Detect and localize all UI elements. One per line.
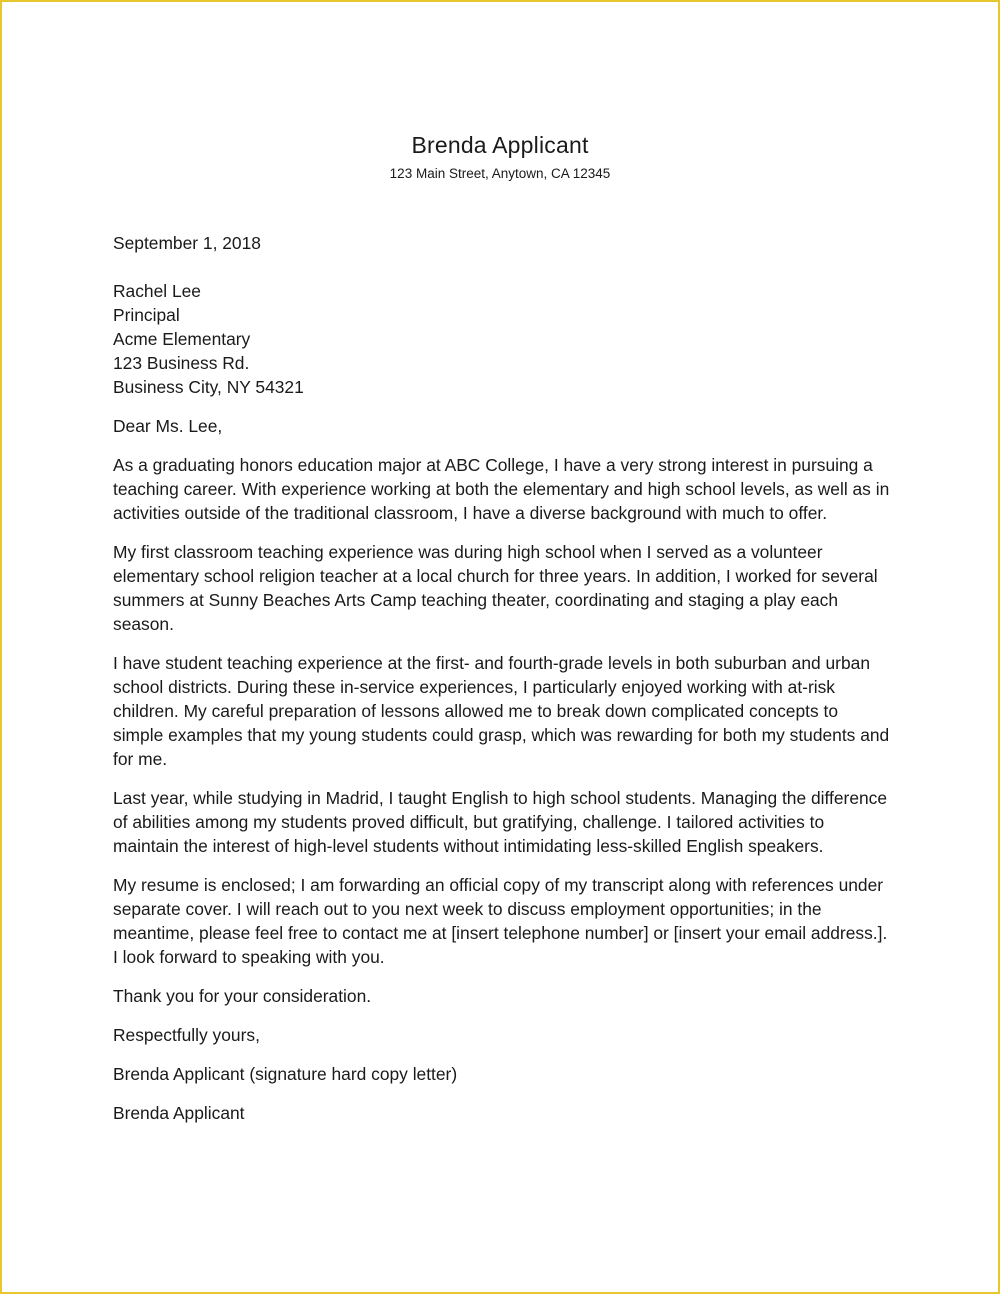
sender-name: Brenda Applicant [411, 132, 589, 158]
recipient-block [113, 279, 893, 399]
paragraph-intro: As a graduating honors education major at ABC College, I have a very strong interest in pursuing a teaching career. With experience working at both the elementary and high school levels, as well as in activities outside of the traditional classroom, I have a diverse background with much to offer. [113, 455, 890, 523]
recipient-name: Rachel Lee [113, 281, 201, 301]
thanks-line: Thank you for your consideration. [113, 986, 372, 1006]
recipient-street: 123 Business Rd. [113, 353, 250, 373]
letter-date: September 1, 2018 [113, 233, 261, 253]
recipient-organization: Acme Elementary [113, 329, 251, 349]
letter-body [113, 231, 893, 1140]
closing-line: Respectfully yours, [113, 1025, 260, 1045]
sender-address: 123 Main Street, Anytown, CA 12345 [389, 166, 611, 181]
paragraph-resume: My resume is enclosed; I am forwarding an official copy of my transcript along with references under separate cover. I will reach out to you next week to discuss employment opportunities; in the meantime, please feel free to contact me at [insert telephone number] or [insert your email address.]. I look forward to speaking with you. [113, 875, 888, 967]
signature-note: Brenda Applicant (signature hard copy letter) [113, 1064, 458, 1084]
recipient-city: Business City, NY 54321 [113, 377, 304, 397]
signature-name: Brenda Applicant [113, 1103, 245, 1123]
recipient-title: Principal [113, 305, 180, 325]
paragraph-madrid: Last year, while studying in Madrid, I taught English to high school students. Managing the difference of abilities among my students proved difficult, but gratifying, challenge. I tailored activities to maintain the interest of high-level students without intimidating less-skilled English speakers. [113, 788, 888, 856]
paragraph-first-experience: My first classroom teaching experience was during high school when I served as a volunteer elementary school religion teacher at a local church for three years. In addition, I worked for several summers at Sunny Beaches Arts Camp teaching theater, coordinating and staging a play each season. [113, 542, 878, 634]
salutation: Dear Ms. Lee, [113, 416, 223, 436]
paragraph-student-teaching: I have student teaching experience at the first- and fourth-grade levels in both suburban and urban school districts. During these in-service experiences, I particularly enjoyed working with at-risk children. My careful preparation of lessons allowed me to break down complicated concepts to simple examples that my young students could grasp, which was rewarding for both my students and for me. [113, 653, 890, 769]
